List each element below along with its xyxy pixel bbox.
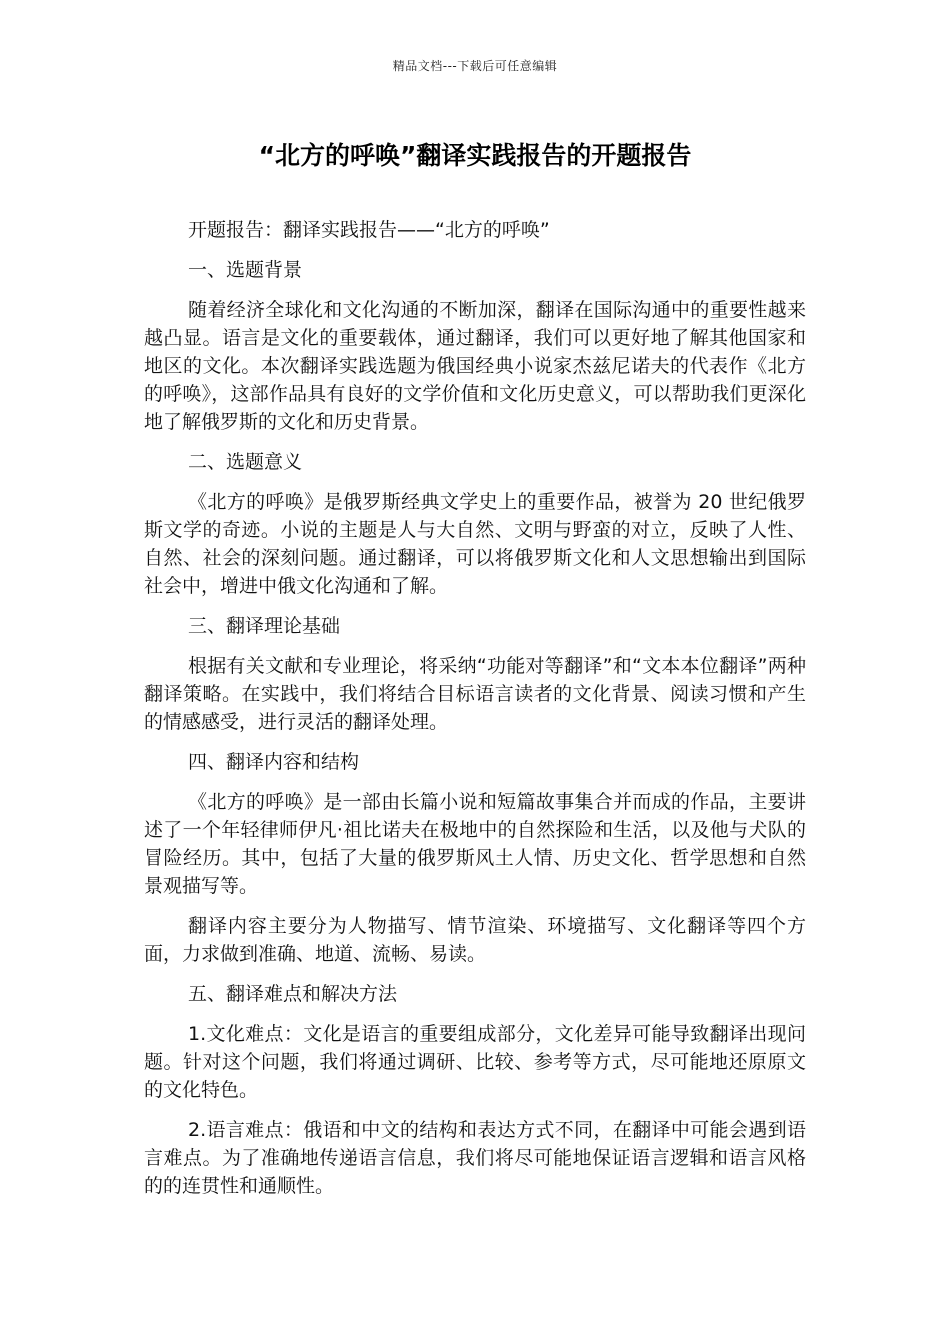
paragraph-language-difficulty: 2.语言难点：俄语和中文的结构和表达方式不同，在翻译中可能会遇到语言难点。为了准确地传递语言信息，我们将尽可能地保证语言逻辑和语言风格的的连贯性和通顺性。 (144, 1119, 806, 1197)
document-body (144, 216, 806, 1212)
section-heading-theory: 三、翻译理论基础 (188, 615, 341, 637)
paragraph-significance: 《北方的呼唤》是俄罗斯经典文学史上的重要作品，被誉为 20 世纪俄罗斯文学的奇迹。小说的主题是人与大自然、文明与野蛮的对立，反映了人性、自然、社会的深刻问题。通过翻译，可以将俄罗斯文化和人文思想输出到国际社会中，增进中俄文化沟通和了解。 (144, 491, 806, 597)
header-note: 精品文档---下载后可任意编辑 (392, 59, 558, 73)
section-heading-content: 四、翻译内容和结构 (188, 751, 360, 773)
section-heading-difficulties: 五、翻译难点和解决方法 (188, 983, 398, 1005)
paragraph-theory: 根据有关文献和专业理论，将采纳“功能对等翻译”和“文本本位翻译”两种翻译策略。在实践中，我们将结合目标语言读者的文化背景、阅读习惯和产生的情感感受，进行灵活的翻译处理。 (144, 655, 806, 733)
paragraph-cultural-difficulty: 1.文化难点：文化是语言的重要组成部分，文化差异可能导致翻译出现问题。针对这个问题，我们将通过调研、比较、参考等方式，尽可能地还原原文的文化特色。 (144, 1023, 806, 1101)
paragraph-content-structure: 《北方的呼唤》是一部由长篇小说和短篇故事集合并而成的作品，主要讲述了一个年轻律师伊凡·祖比诺夫在极地中的自然探险和生活，以及他与犬队的冒险经历。其中，包括了大量的俄罗斯风土人情、历史文化、哲学思想和自然景观描写等。 (144, 791, 806, 897)
paragraph-content-aspects: 翻译内容主要分为人物描写、情节渲染、环境描写、文化翻译等四个方面，力求做到准确、地道、流畅、易读。 (144, 915, 806, 965)
section-heading-background: 一、选题背景 (188, 259, 303, 281)
section-heading-significance: 二、选题意义 (188, 451, 303, 473)
report-subtitle: 开题报告：翻译实践报告——“北方的呼唤” (188, 219, 550, 241)
paragraph-background: 随着经济全球化和文化沟通的不断加深，翻译在国际沟通中的重要性越来越凸显。语言是文化的重要载体，通过翻译，我们可以更好地了解其他国家和地区的文化。本次翻译实践选题为俄国经典小说家杰兹尼诺夫的代表作《北方的呼唤》，这部作品具有良好的文学价值和文化历史意义，可以帮助我们更深化地了解俄罗斯的文化和历史背景。 (144, 299, 806, 433)
document-title: “北方的呼唤”翻译实践报告的开题报告 (258, 141, 692, 170)
